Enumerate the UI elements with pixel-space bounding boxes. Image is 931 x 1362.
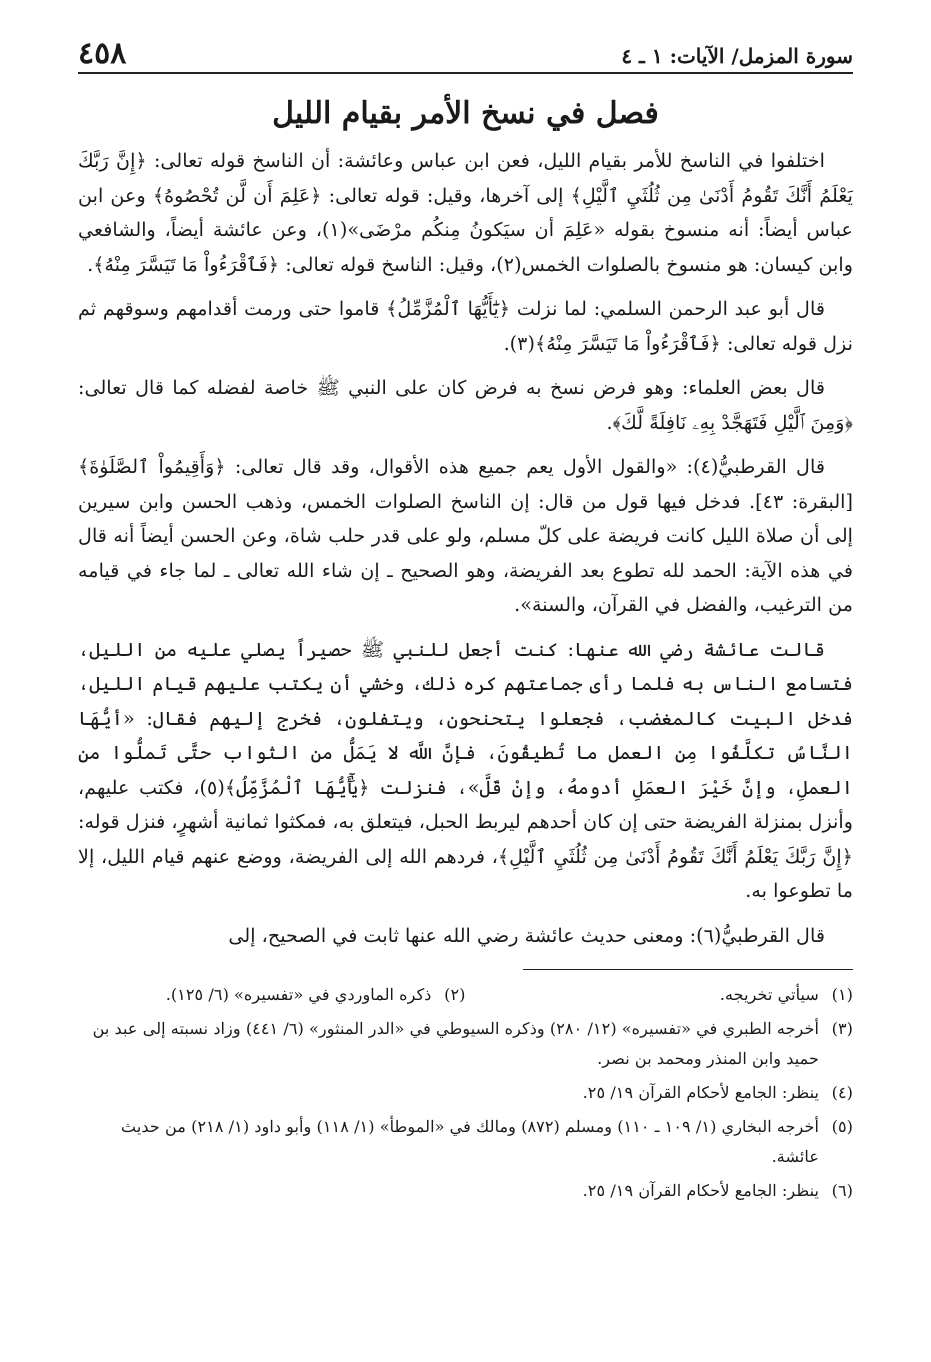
footnote-number: (٦) xyxy=(831,1181,853,1200)
footnote-number: (١) xyxy=(831,985,853,1004)
footnote-number: (٥) xyxy=(831,1117,853,1136)
footnote-number: (٤) xyxy=(831,1083,853,1102)
footnote-text: أخرجه البخاري (١/ ١٠٩ ـ ١١٠) ومسلم (٨٧٢) ومالك في «الموطأ» (١/ ١١٨) وأبو داود (١/ ٢١٨) من حديث عائشة. xyxy=(120,1117,819,1166)
footnote-separator xyxy=(523,969,853,970)
footnote-number: (٢) xyxy=(444,985,466,1004)
footnote-text: ينظر: الجامع لأحكام القرآن ١٩/ ٢٥. xyxy=(582,1083,819,1102)
paragraph-4: قال القرطبيُّ(٤): «والقول الأول يعم جميع هذه الأقوال، وقد قال تعالى: ﴿وَأَقِيمُواْ ٱلصَّلَوٰةَ﴾ [البقرة: ٤٣]. فدخل فيها قول من قال: إن الناسخ الصلوات الخمس، وذهب الحسن وابن سيرين إلى أن صلاة الليل كانت فريضة على كلّ مسلم، ولو على قدر حلب شاة، وعن الحسن أيضاً أنه قال في هذه الآية: الحمد لله تطوع بعد الفريضة، وهو الصحيح ـ إن شاء الله تعالى ـ لما جاء في قيامه من الترغيب، والفضل في القرآن، والسنة». xyxy=(78,455,853,616)
footnote-text: ذكره الماوردي في «تفسيره» (٦/ ١٢٥). xyxy=(165,985,432,1004)
footnote-row-1-2 xyxy=(78,980,853,1014)
running-title: سورة المزمل/ الآيات: ١ ـ ٤ xyxy=(621,44,853,68)
footnote-5 xyxy=(78,1112,853,1172)
footnote-text: سيأتي تخريجه. xyxy=(719,985,819,1004)
main-text xyxy=(78,144,853,953)
footnote-text: أخرجه الطبري في «تفسيره» (١٢/ ٢٨٠) وذكره السيوطي في «الدر المنثور» (٦/ ٤٤١) وزاد نسبته إلى عبد بن حميد وابن المنذر ومحمد بن نصر. xyxy=(92,1019,819,1068)
section-title: فصل في نسخ الأمر بقيام الليل xyxy=(272,96,659,131)
paragraph-3: قال بعض العلماء: وهو فرض نسخ به فرض كان على النبي ﷺ خاصة لفضله كما قال تعالى: ﴿وَمِنَ ٱلَّيْلِ فَتَهَجَّدْ بِهِۦ نَافِلَةً لَّكَ﴾. xyxy=(78,376,853,434)
footnote-2 xyxy=(78,980,466,1010)
footnotes xyxy=(78,980,853,1206)
footnote-4 xyxy=(78,1078,853,1108)
paragraph-5: قالت عائشة رضي الله عنها: كنت أجعل للنبي ﷺ حصيراً يصلي عليه من الليل، فتسامع الناس به فلما رأى جماعتهم كره ذلك، وخشي أن يكتب عليهم قيام الليل، فدخل البيت كالمغضب، فجعلوا يتحنحون، ويتفلون، فخرج إليهم فقال: «أيُّهَا النَّاسُ تكلَّفُوا مِن العمل ما تُطيقُونَ، فإنَّ اللَّه لا يَمَلُّ من الثواب حتَّى تَملُّوا من العملِ، وإنَّ خَيْرَ العمَلِ أدومهُ، وإنْ قَلَّ»، فنزلت ﴿يَٰٓأَيُّهَا ٱلْمُزَّمِّلُ﴾(٥)، فكتب عليهم، وأنزل بمنزلة الفريضة حتى إن كان أحدهم ليربط الحبل، فيتعلق به، فمكثوا ثمانية أشهرٍ، فنزل قوله: ﴿إِنَّ رَبَّكَ يَعْلَمُ أَنَّكَ تَقُومُ أَدْنَىٰ مِن ثُلُثَيِ ٱلَّيْلِ﴾، فردهم الله إلى الفريضة، ووضع عنهم قيام الليل، إلا ما تطوعوا به. xyxy=(78,637,853,902)
paragraph-1: اختلفوا في الناسخ للأمر بقيام الليل، فعن ابن عباس وعائشة: أن الناسخ قوله تعالى: ﴿إِنَّ رَبَّكَ يَعْلَمُ أَنَّكَ تَقُومُ أَدْنَىٰ مِن ثُلُثَيِ ٱلَّيْلِ﴾ إلى آخرها، وقيل: قوله تعالى: ﴿عَلِمَ أَن لَّن تُحْصُوهُ﴾ وعن ابن عباس أيضاً: أنه منسوخ بقوله «عَلِمَ أن سيَكونُ مِنكُم مرْضَى»(١)، وعن عائشة أيضاً، والشافعي وابن كيسان: هو منسوخ بالصلوات الخمس(٢)، وقيل: الناسخ قوله تعالى: ﴿فَٱقْرَءُواْ مَا تَيَسَّرَ مِنْهُ﴾. xyxy=(78,149,853,276)
page-number: ٤٥٨ xyxy=(78,36,127,71)
footnote-text: ينظر: الجامع لأحكام القرآن ١٩/ ٢٥. xyxy=(582,1181,819,1200)
footnote-6 xyxy=(78,1176,853,1206)
paragraph-6: قال القرطبيُّ(٦): ومعنى حديث عائشة رضي الله عنها ثابت في الصحيح، إلى xyxy=(228,923,825,947)
page-header xyxy=(78,32,853,74)
footnote-number: (٣) xyxy=(831,1019,853,1038)
paragraph-2: قال أبو عبد الرحمن السلمي: لما نزلت ﴿يَٰٓأَيُّهَا ٱلْمُزَّمِّلُ﴾ قاموا حتى ورمت أقدامهم وسوقهم ثم نزل قوله تعالى: ﴿فَٱقْرَءُواْ مَا تَيَسَّرَ مِنْهُ﴾(٣). xyxy=(78,297,853,355)
footnote-1 xyxy=(466,980,854,1010)
footnote-3 xyxy=(78,1014,853,1074)
